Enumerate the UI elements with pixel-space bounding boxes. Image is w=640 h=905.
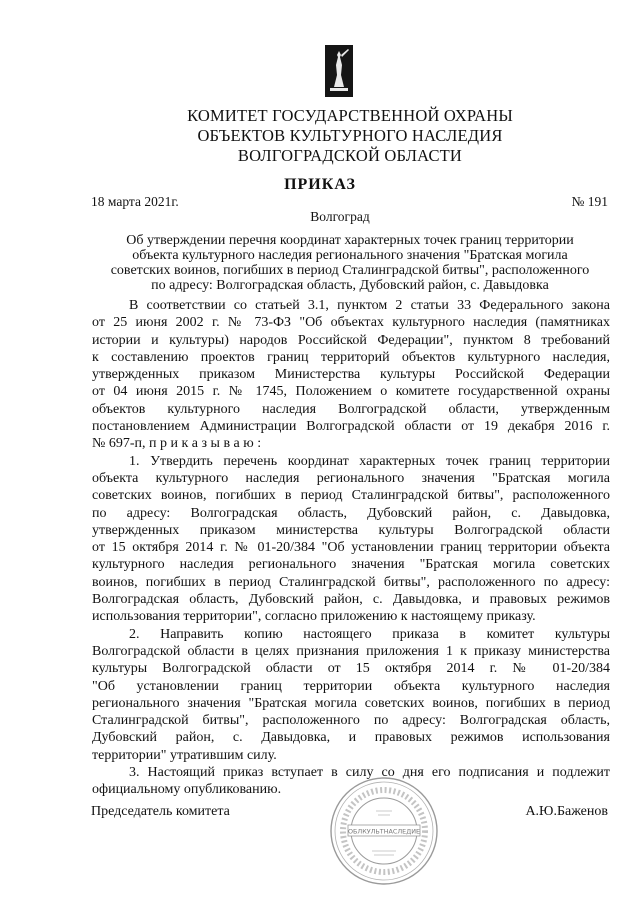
organization-header [150, 106, 550, 166]
body-line: культуры Волгоградской области от 15 октября 2014 г. № 01-20/384 [92, 661, 610, 677]
body-line: № 697-п, п р и к а з ы в а ю : [92, 436, 262, 452]
body-line: 2. Направить копию настоящего приказа в комитет культуры [129, 626, 610, 642]
body-line: утвержденных приказом министерства культуры Волгоградской области [92, 522, 610, 538]
document-number: № 191 [571, 194, 608, 209]
body-line: 3. Настоящий приказ вступает в силу со дня его подписания и подлежит [129, 765, 610, 781]
subject-line: объекта культурного наследия регионального значения "Братская могила [132, 248, 568, 263]
body-line: культурного наследия регионального значения "Братская могила советских [92, 557, 610, 573]
subject-line: по адресу: Волгоградская область, Дубовский район, с. Давыдовка [151, 278, 549, 293]
body-line: объектов культурного наследия Волгоградской области, утвержденным [92, 401, 610, 417]
body-line: от 04 июня 2015 г. № 1745, Положением о комитете государственной охраны [92, 384, 610, 400]
org-line-3: ВОЛГОГРАДСКОЙ ОБЛАСТИ [237, 146, 463, 165]
body-line: советских воинов, погибших в период Сталинградской битвы", расположенного [92, 488, 610, 504]
body-line: территории" утратившим силу. [92, 747, 277, 763]
body-line: регионального значения "Братская могила советских воинов, погибших в период [92, 695, 610, 711]
body-line: от 25 июня 2002 г. № 73-ФЗ "Об объектах культурного наследия (памятниках [92, 315, 610, 331]
body-line: по адресу: Волгоградская область, Дубовский район, с. Давыдовка, [92, 505, 610, 521]
body-line: 1. Утвердить перечень координат характерных точек границ территории [129, 453, 610, 469]
body-line: воинов, погибших в период Сталинградской битвы", расположенного по адресу: [92, 574, 610, 590]
volgograd-region-emblem-icon [325, 45, 353, 97]
body-line: "Об установлении границ территории объекта культурного наследия [92, 678, 610, 694]
signer-title: Председатель комитета [91, 804, 230, 819]
document-body [92, 297, 610, 799]
official-seal-stamp [328, 775, 440, 887]
body-line: Волгоградская область, Дубовский район, с. Давыдовка, и правовых режимов [92, 592, 610, 608]
org-line-2: ОБЪЕКТОВ КУЛЬТУРНОГО НАСЛЕДИЯ [197, 126, 503, 145]
body-line: В соответствии со статьей 3.1, пунктом 2 статьи 33 Федерального закона [129, 298, 610, 313]
body-line: объекта культурного наследия регионального значения "Братская могила [92, 470, 610, 486]
body-line: утвержденных приказом Министерства культуры Российской Федерации [92, 367, 610, 383]
body-line: к составлению проектов границ территорий объектов культурного наследия, [92, 349, 610, 365]
svg-text:ОБЛКУЛЬТНАСЛЕДИЕ: ОБЛКУЛЬТНАСЛЕДИЕ [347, 827, 421, 836]
body-line: Дубовский район, с. Давыдовка, и правовых режимов использования [92, 730, 610, 746]
body-line: постановлением Администрации Волгоградской области от 19 декабря 2016 г. [92, 419, 610, 435]
subject-line: Об утверждении перечня координат характерных точек границ территории [126, 233, 574, 248]
body-line: Сталинградской битвы", расположенного по адресу: Волгоградская область, [92, 713, 610, 729]
document-city: Волгоград [310, 209, 370, 224]
body-line: использования территории", согласно приложению к настоящему приказу. [92, 609, 536, 625]
org-line-1: КОМИТЕТ ГОСУДАРСТВЕННОЙ ОХРАНЫ [187, 106, 513, 125]
body-line: Волгоградской области в целях признания приложения 1 к приказу министерства [92, 643, 610, 659]
signer-name: А.Ю.Баженов [525, 804, 608, 819]
body-line: от 15 октября 2014 г. № 01-20/384 "Об установлении границ территории объекта [92, 540, 610, 556]
body-line: официальному опубликованию. [92, 782, 282, 798]
subject-line: советских воинов, погибших в период Сталинградской битвы", расположенного [110, 263, 590, 278]
document-date: 18 марта 2021г. [91, 194, 179, 209]
body-line: истории и культуры) народов Российской Федерации", пунктом 8 требований [92, 332, 610, 348]
document-type: ПРИКАЗ [284, 176, 356, 193]
document-subject [92, 233, 608, 293]
